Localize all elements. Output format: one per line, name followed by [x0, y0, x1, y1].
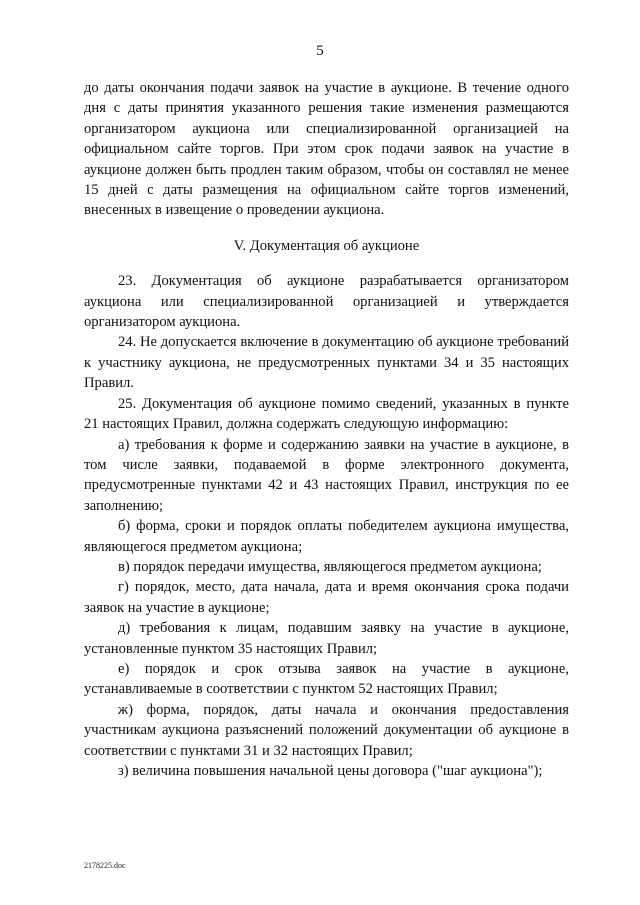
paragraph-23: 23. Документация об аукционе разрабатывается организатором аукциона или специализированной организацией и утверждается организатором аукциона.: [84, 273, 569, 331]
list-item-z: з) величина повышения начальной цены договора ("шаг аукциона");: [118, 763, 543, 779]
section-heading: V. Документация об аукционе: [233, 237, 420, 254]
list-item-e: е) порядок и срок отзыва заявок на участие в аукционе, устанавливаемые в соответствии с пунктом 52 настоящих Правил;: [84, 660, 569, 698]
intro-paragraph: до даты окончания подачи заявок на участие в аукционе. В течение одного дня с даты принятия указанного решения такие изменения размещаются организатором аукциона или специализированной организацией на официальном сайте торгов. При этом срок подачи заявок на участие в аукционе должен быть продлен таким образом, чтобы он составлял не менее 15 дней с даты размещения на официальном сайте торгов изменений, внесенных в извещение о проведении аукциона.: [84, 80, 569, 219]
file-name-footer: 2178225.doc: [84, 861, 126, 870]
list-item-b: б) форма, сроки и порядок оплаты победителем аукциона имущества, являющегося предметом аукциона;: [84, 518, 569, 555]
document-body: [84, 78, 569, 781]
list-item-d: д) требования к лицам, подавшим заявку на участие в аукционе, установленные пунктом 35 настоящих Правил;: [84, 620, 569, 657]
list-item-v: в) порядок передачи имущества, являющегося предметом аукциона;: [118, 558, 542, 575]
paragraph-25: 25. Документация об аукционе помимо сведений, указанных в пункте 21 настоящих Правил, должна содержать следующую информацию:: [84, 395, 569, 433]
list-item-a: а) требования к форме и содержанию заявки на участие в аукционе, в том числе заявки, подаваемой в форме электронного документа, предусмотренные пунктами 42 и 43 настоящих Правил, инструкция по ее заполнению;: [84, 436, 569, 514]
list-item-zh: ж) форма, порядок, даты начала и окончания предоставления участникам аукциона разъяснений положений документации об аукционе в соответствии с пунктами 31 и 32 настоящих Правил;: [84, 701, 569, 759]
list-item-g: г) порядок, место, дата начала, дата и время окончания срока подачи заявок на участие в аукционе;: [84, 579, 569, 616]
paragraph-24: 24. Не допускается включение в документацию об аукционе требований к участнику аукциона, не предусмотренных пунктами 34 и 35 настоящих Правил.: [84, 334, 569, 392]
page-number: 5: [316, 43, 324, 59]
